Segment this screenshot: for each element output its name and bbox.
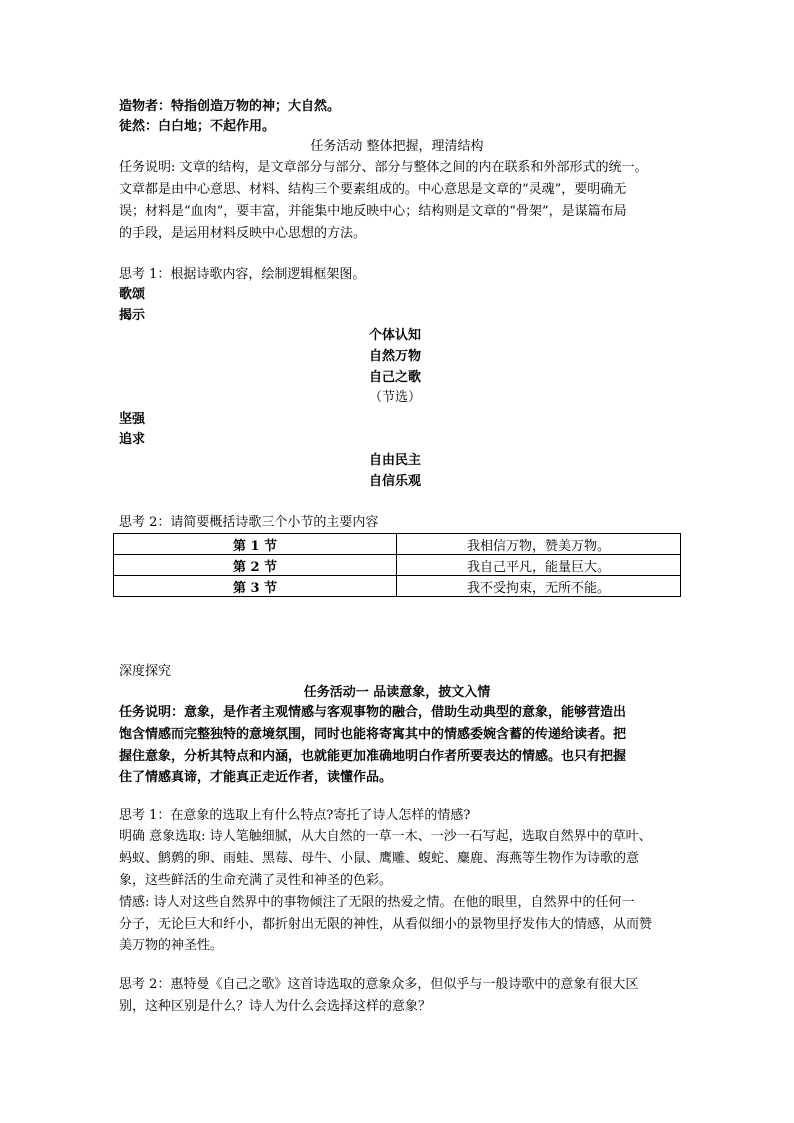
deep-question-2: 思考 2：惠特曼《自己之歌》这首诗选取的意象众多，但似乎与一般诗歌中的意象有很大区: [119, 977, 639, 992]
deep-explain-line: 握住意象，分析其特点和内涵，也就能更加准确地明白作者所要表达的情感。也只有把握: [119, 749, 627, 764]
task-activity-heading: 任务活动 整体把握，理清结构: [310, 139, 484, 154]
diagram-node-freedom: 自由民主: [368, 453, 421, 468]
table-cell-section: 第 2 节: [114, 555, 397, 576]
gloss-line-1: 造物者：特指创造万物的神；大自然。: [119, 99, 341, 114]
think1-prompt: 思考 1：根据诗歌内容，绘制逻辑框架图。: [119, 267, 366, 282]
answer-line: 美万物的神圣性。: [119, 938, 224, 953]
task-explain-line: 的手段，是运用材料反映中心思想的方法。: [119, 226, 367, 241]
table-cell-content: 我相信万物，赞美万物。: [397, 534, 681, 555]
diagram-label-reveal: 揭示: [119, 308, 146, 323]
diagram-node-poem-title: 自己之歌: [368, 370, 421, 385]
deep-activity-heading: 任务活动一 品读意象，披文入情: [303, 685, 491, 700]
table-cell-content: 我不受拘束，无所不能。: [397, 576, 681, 597]
diagram-node-cognition: 个体认知: [368, 328, 421, 343]
answer-line: 分子，无论巨大和纤小，都折射出无限的神性，从看似细小的景物里抒发伟大的情感，从而赞: [119, 917, 653, 932]
deep-explain-line: 任务说明：意象，是作者主观情感与客观事物的融合，借助生动典型的意象，能够营造出: [119, 705, 627, 720]
table-row: [114, 576, 681, 597]
answer-line: 明确 意象选取: 诗人笔触细腻，从大自然的一草一木、一沙一石写起，选取自然界中的草叶、: [119, 829, 652, 844]
gloss-line-2: 徒然：白白地；不起作用。: [119, 119, 276, 134]
diagram-node-confidence: 自信乐观: [368, 474, 421, 489]
answer-line: 情感: 诗人对这些自然界中的事物倾注了无限的热爱之情。在他的眼里，自然界中的任何一: [119, 895, 635, 910]
diagram-label-praise: 歌颂: [119, 287, 146, 302]
deep-question-2-cont: 别，这种区别是什么？诗人为什么会选择这样的意象？: [119, 999, 432, 1014]
table-cell-content: 我自己平凡，能量巨大。: [397, 555, 681, 576]
think2-prompt: 思考 2：请简要概括诗歌三个小节的主要内容: [119, 515, 379, 530]
diagram-label-pursue: 追求: [119, 432, 146, 447]
table-cell-section: 第 1 节: [114, 534, 397, 555]
summary-table: [113, 533, 681, 597]
task-explain-line: 文章都是由中心意思、材料、结构三个要素组成的。中心意思是文章的“灵魂”，要明确无: [119, 182, 627, 197]
answer-line: 象，这些鲜活的生命充满了灵性和神圣的色彩。: [119, 873, 393, 888]
diagram-node-excerpt: （节选）: [368, 390, 421, 405]
diagram-label-strong: 坚强: [119, 412, 146, 427]
deep-explain-line: 住了情感真谛，才能真正走近作者，读懂作品。: [119, 770, 393, 785]
deep-explain-line: 饱含情感而完整独特的意境氛围，同时也能将寄寓其中的情感委婉含蓄的传递给读者。把: [119, 727, 627, 742]
table-cell-section: 第 3 节: [114, 576, 397, 597]
table-row: [114, 555, 681, 576]
task-explain-line: 任务说明: 文章的结构，是文章部分与部分、部分与整体之间的内在联系和外部形式的统一。: [119, 160, 648, 175]
task-explain-line: 误；材料是“血肉”，要丰富，并能集中地反映中心；结构则是文章的“骨架”，是谋篇布局: [119, 204, 627, 219]
deep-title: 深度探究: [119, 664, 172, 679]
table-row: [114, 534, 681, 555]
answer-line: 蚂蚁、鹪鹩的卵、雨蛙、黑莓、母牛、小鼠、鹰雕、蝮蛇、麋鹿、海燕等生物作为诗歌的意: [119, 851, 640, 866]
deep-question-1: 思考 1：在意象的选取上有什么特点?寄托了诗人怎样的情感?: [119, 808, 471, 823]
diagram-node-nature: 自然万物: [368, 349, 421, 364]
